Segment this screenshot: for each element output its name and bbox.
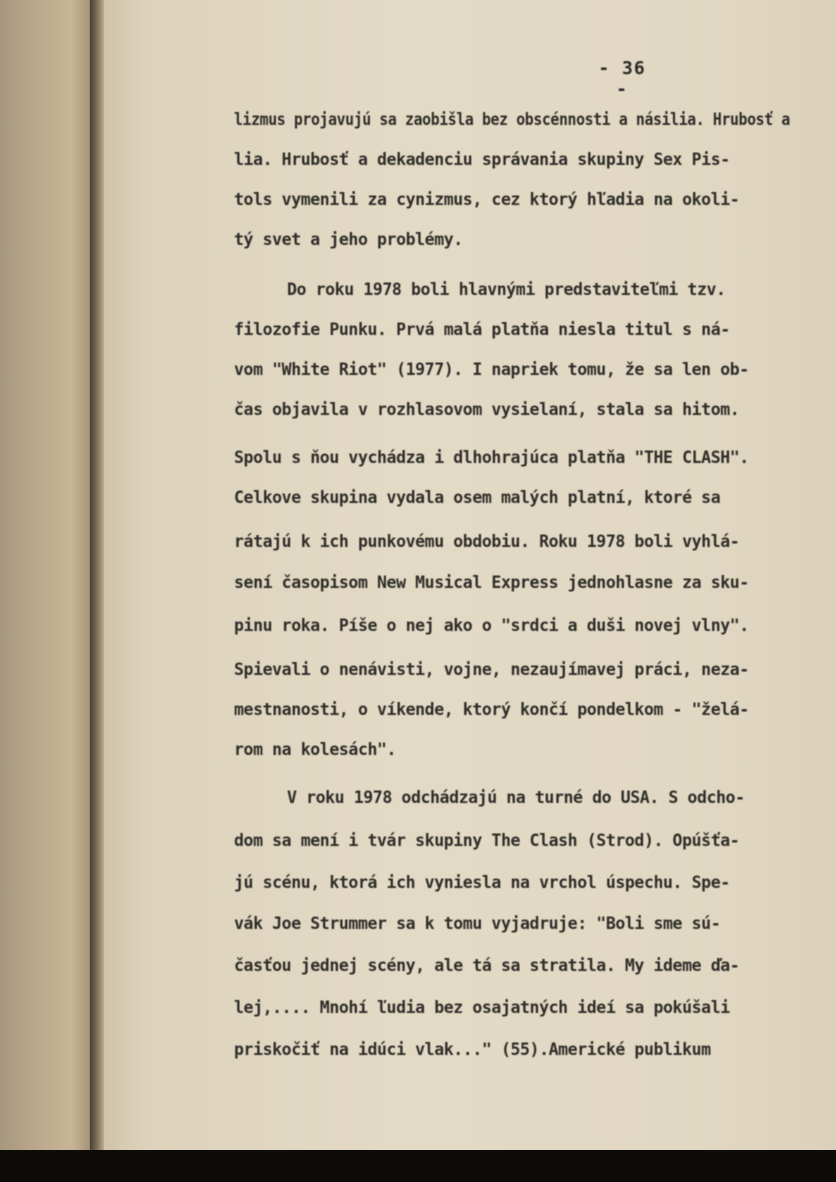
text-line: V roku 1978 odchádzajú na turné do USA. S odcho- bbox=[287, 788, 745, 807]
text-line: tý svet a jeho problémy. bbox=[234, 230, 463, 249]
text-line: Spolu s ňou vychádza i dlhohrajúca platňa "THE CLASH". bbox=[234, 448, 749, 467]
text-line: sení časopisom New Musical Express jednohlasne za sku- bbox=[234, 573, 749, 592]
text-line: dom sa mení i tvár skupiny The Clash (Strod). Opúšťa- bbox=[234, 831, 740, 850]
text-line: vák Joe Strummer sa k tomu vyjadruje: "Boli sme sú- bbox=[234, 914, 721, 933]
text-line: časťou jednej scény, ale tá sa stratila. My ideme ďa- bbox=[234, 956, 740, 975]
text-line: Celkove skupina vydala osem malých platní, ktoré sa bbox=[234, 488, 721, 507]
text-line: rom na kolesách". bbox=[234, 740, 397, 759]
text-line: jú scénu, ktorá ich vyniesla na vrchol úspechu. Spe- bbox=[234, 873, 730, 892]
text-line: lizmus projavujú sa zaobišla bez obscénnosti a násilia. Hrubosť a bbox=[234, 110, 790, 129]
text-line: pinu roka. Píše o nej ako o "srdci a duši novej vlny". bbox=[234, 616, 749, 635]
page-number: - 36 - bbox=[598, 58, 646, 100]
text-line: mestnanosti, o víkende, ktorý končí pondelkom - "želá- bbox=[234, 700, 749, 719]
text-line: priskočiť na idúci vlak..." (55).Americké publikum bbox=[234, 1040, 711, 1059]
text-line: Spievali o nenávisti, vojne, nezaujímavej práci, neza- bbox=[234, 660, 749, 679]
scan-border bbox=[0, 1150, 836, 1182]
text-line: rátajú k ich punkovému obdobiu. Roku 1978 boli vyhlá- bbox=[234, 532, 740, 551]
text-line: vom "White Riot" (1977). I napriek tomu, že sa len ob- bbox=[234, 360, 749, 379]
text-line: tols vymenili za cynizmus, cez ktorý hľadia na okoli- bbox=[234, 190, 740, 209]
text-line: čas objavila v rozhlasovom vysielaní, stala sa hitom. bbox=[234, 400, 740, 419]
text-line: lia. Hrubosť a dekadenciu správania skupiny Sex Pis- bbox=[234, 150, 730, 169]
facing-page-edge bbox=[0, 0, 96, 1156]
text-line: filozofie Punku. Prvá malá platňa niesla titul s ná- bbox=[234, 320, 730, 339]
text-line: Do roku 1978 boli hlavnými predstaviteľmi tzv. bbox=[287, 280, 726, 299]
text-line: lej,.... Mnohí ľudia bez osajatných ideí sa pokúšali bbox=[234, 998, 730, 1017]
